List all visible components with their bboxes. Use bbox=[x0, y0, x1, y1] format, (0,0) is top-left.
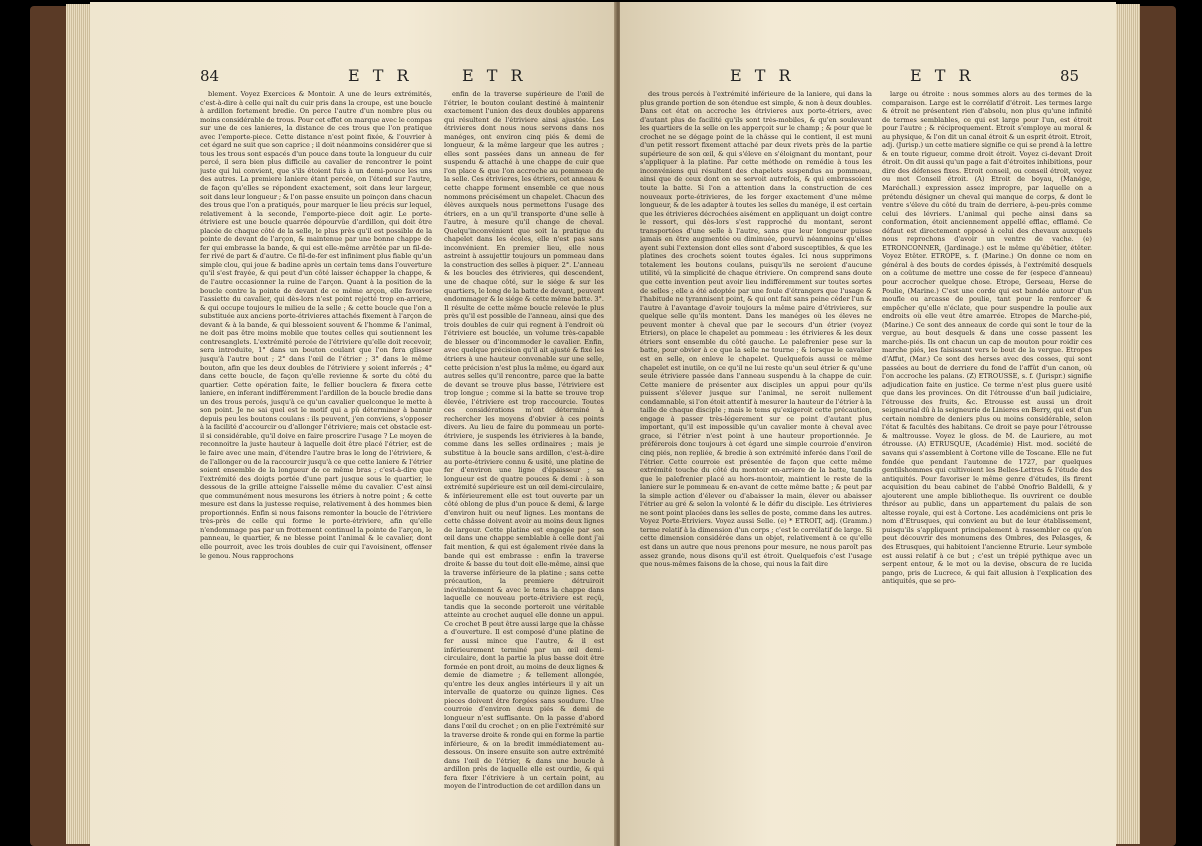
right-column-1 bbox=[640, 90, 872, 810]
open-book bbox=[30, 2, 1176, 846]
left-page bbox=[90, 2, 616, 846]
right-running-head-2: E T R bbox=[910, 66, 975, 85]
right-column-1-text: des trous percés à l'extrémité inférieure de la laniere, qui dans la plus grande portion de son étendue est simple, & non à deux doubles. Dans cet état on accroche les étrivieres aux porte-étriers, avec d'autant plus de facilité qu'ils sont très-mobiles, & qu'en soulevant les quartiers de la selle on les apperçoit sur le champ ; & pour que le crochet ne se dégage point de la châsse qui le contient, il est muni d'un petit ressort fixement attaché par deux rivets près de la partie supérieure de son œil, & qui s'éleve en s'éloignant du montant, pour s'appliquer à la platine. Par cette méthode on remédie à tous les inconvéniens qui résultent des chapelets suspendus au pommeau, ainsi que de ceux dont on se servoit autrefois, & qui embrassoient toute la batte. Si l'on a attention dans la construction de ces nouveaux porte-étrivieres, de les forger exactement d'une même longueur, & de les adapter à toutes les selles du manége, il est certain que les étrivieres décrochées aisément en appliquant un doigt contre le ressort, qui dès-lors s'est rapproché du montant, seront transportées d'une selle à l'autre, sans que leur longueur puisse jamais en être augmentée ou diminuée, pourvû néanmoins qu'elles ayent subi l'extension dont elles sont d'abord susceptibles, & que les platines des crochets soient toutes égales. Ici nous supprimons totalement les boutons coulans, puisqu'ils ne seroient d'aucune utilité, vû la simplicité de chaque étriviere. On comprend sans doute que cette invention peut avoir lieu indifféremment sur toutes sortes de selles ; elle a été adoptée par une foule d'étrangers que l'usage & l'habitude ne tyrannisent point, & qui ont fait sans peine céder l'un & l'autre à l'avantage d'avoir toujours la même paire d'étrivieres, sur quelque selle qu'ils montent. Dans les manéges où les éleves ne peuvent monter à cheval que par le secours d'un étrier (voyez Etriers), on place le chapelet au pommeau : les étrivieres & les deux étriers sont ensemble du côté gauche. Le palefrenier pese sur la batte, pour obvier à ce que la selle ne tourne ; & lorsque le cavalier est en selle, on enleve le chapelet. Quelquefois aussi ce même chapelet est inutile, on ce qu'il ne lui reste qu'un seul étrier & qu'une seule étriviere passée dans l'anneau suspendu à la chappe de cuir. Cette maniere de présenter aux disciples un appui pour qu'ils puissent s'élever jusque sur l'animal, ne seroit nullement condamnable, si l'on étoit attentif à mesurer la hauteur de l'étrier à la taille de chaque disciple ; mais le tems qu'exigeroit cette précaution, engage à passer très-légerement sur ce point d'autant plus important, qu'il est impossible qu'un cavalier monte à cheval avec grace, si l'étrier n'est point à une hauteur proportionnée. Je préférerois donc toujours à cet égard une simple courroie d'environ cinq piés, non repliée, & bredie à son extrémité inferée dans l'œil de l'étrier. Cette courroie est présentée de façon que cette même extrémité touche du côté du montoir en-arriere de la batte, tandis que le palefrenier placé au hors-montoir, maintient le reste de la laniere sur le pommeau & en-avant de cette même batte ; & peut par la simple action d'élever ou d'abaisser la main, élever ou abaisser l'étrier au gré & selon la volonté & le défir du disciple. Les étrivieres ne sont point placées dans les selles de poste, comme dans les autres. Voyez Porte-Etriviers. Voyez aussi Selle. (e) * ETROIT, adj. (Gramm.) terme relatif à la dimension d'un corps ; c'est le corrélatif de large. Si cette dimension considérée dans un objet, relativement à ce qu'elle est dans un autre que nous prenons pour mesure, ne nous paroît pas assez grande, nous disons qu'il est étroit. Quelquefois c'est l'usage que nous-mêmes faisons de la chose, qui nous la fait dire bbox=[640, 90, 872, 569]
left-column-2-text: enfin de la traverse supérieure de l'œil de l'étrier, le bouton coulant destiné à maintenir exactement l'union des deux doubles apparens qui résultent de l'étriviere ainsi ajustée. Les étrivieres dont nous nous servons dans nos manéges, ont environ cinq piés & demi de longueur, & la même largeur que les autres ; elles sont passées dans un anneau de fer suspendu & attaché à une chappe de cuir que l'on place & que l'on accroche au pommeau de la selle. Ces étrivieres, les étriers, cet anneau & cette chappe forment ensemble ce que nous nommons précisément un chapelet. Chacun des élèves auxquels nous permettons l'usage des étriers, en a un qu'il transporte d'une selle à l'autre, à mesure qu'il change de cheval. Quelqu'inconvénient que soit la pratique du chapelet dans les écoles, elle n'est pas sans inconvénient. En premier lieu, elle nous astreint à assujettir toujours un pommeau dans la construction des selles à piquer. 2°. L'anneau & les boucles des étrivieres, qui descendent, une de chaque côté, sur le siége & sur les quartiers, le long de la batte de devant, peuvent endommager & le siége & cette même batte. 3°. Il résulte de cette même boucle relevée le plus près qu'il est possible de l'anneau, ainsi que des trois doubles de cuir qui regnent à l'endroit où l'étriviere est bouclée, un volume très-capable de blesser ou d'incommoder le cavalier. Enfin, avec quelque précision qu'il ait ajusté & fixé les étriers à une hauteur convenable sur une selle, cette précision n'est plus la même, eu égard aux autres selles qu'il rencontre, parce que la batte de devant se trouve plus basse, l'étriviere est trop longue ; comme si la batte se trouve trop élevée, l'étriviere est trop raccourcie. Toutes ces considérations m'ont déterminé à rechercher les moyens d'obvier à ces points divers. Au lieu de faire du pommeau un porte-étriviere, je suspends les étrivieres à la bande, comme dans les selles ordinaires ; mais je substitue à la boucle sans ardillon, c'est-à-dire au porte-étriviere connu & usité, une platine de fer d'environ une ligne d'épaisseur ; sa longueur est de quatre pouces & demi : à son extrémité supérieure est un œil demi-circulaire, & inférieurement elle est tout ouverte par un côté oblong de plus d'un pouce & demi, & large d'environ huit ou neuf lignes. Les montans de cette châsse doivent avoir au moins deux lignes de largeur. Cette platine est engagée par son œil dans une chappe semblable à celle dont j'ai fait mention, & qui est également rivée dans la bande qui est embrasse : enfin la traverse droite & basse du tout doit elle-même, ainsi que la traverse inférieure de la platine ; sans cette précaution, la premiere détruiroit inévitablement & avec le tems la chappe dans laquelle ce nouveau porte-étriviere est reçû, tandis que la seconde porteroit une véritable atteinte au crochet auquel elle donne un appui. Ce crochet B peut être aussi large que la châsse a d'ouverture. Il est composé d'une platine de fer aussi mince que l'autre, & il est inférieurement terminé par un œil demi-circulaire, dont la partie la plus basse doit être formée en pont droit, au moins de deux lignes & demie de diametre ; & tellement allongée, qu'entre les deux angles intérieurs il y ait un intervalle de quatorze ou quinze lignes. Ces pieces doivent être forgées sans soudure. Une courroie d'environ deux piés & demi de longueur n'est suffisante. On la passe d'abord dans l'œil du crochet ; on en plie l'extrémité sur la traverse droite & ronde qui en forme la partie inférieure, & on la bredit immédiatement au-dessous. On insere ensuite son autre extrémité dans l'œil de l'étrier, & dans une boucle à ardillon près de laquelle elle est ourdie, & qui fera fixer l'étriviere à un certain point, au moyen de l'introduction de cet ardillon dans un bbox=[444, 90, 604, 791]
left-running-head-2: E T R bbox=[462, 66, 527, 85]
page-edges-right bbox=[1114, 4, 1140, 844]
left-page-number: 84 bbox=[200, 67, 220, 85]
right-column-2 bbox=[882, 90, 1092, 810]
left-column-1 bbox=[200, 90, 432, 810]
right-page bbox=[620, 2, 1116, 846]
right-running-head-1: E T R bbox=[730, 66, 795, 85]
left-column-2 bbox=[444, 90, 604, 810]
left-column-1-text: blement. Voyez Exercices & Montoir. A une de leurs extrémités, c'est-à-dire à celle qui naît du cuir pris dans la croupe, est une boucle à ardillon fortement bredie. On perce l'autre d'un nombre plus ou moins considérable de trous. Pour cet effet on marque avec le compas sur une de ces lanieres, la distance de ces trous que l'on pratique avec l'emporte-piece. Cette distance n'est point fixée, & l'ouvrier à cet égard ne suit que son caprice ; il doit néanmoins considérer que si tous les trous sont espacés d'un pouce dans toute la longueur du cuir percé, il sera bien plus difficile au cavalier de rencontrer le point juste qui lui convient, que s'ils étoient fuis à un demi-pouce les uns des autres. La premiere laniere étant percée, on l'étend sur l'autre, de façon qu'elles se répondent exactement, soit dans leur largeur, soit dans leur longueur ; & l'on passe ensuite un poinçon dans chacun des trous que l'on a pratiqués, pour marquer le lieu précis sur lequel, relativement à la seconde, l'emporte-piece doit agir. Le porte-étriviere est une boucle quarrée dépourvûe d'ardillon, qui doit être placée de chaque côté de la selle, le plus près qu'il est possible de la pointe de devant de l'arçon, & maintenue par une bonne chappe de fer qui embrasse la bande, & qui est elle-même arrêtée par un fil-de-fer rivé de part & d'autre. Ce fil-de-fer est infiniment plus fiable qu'un simple clou, qui joue & badine après un certain tems dans l'ouverture qu'il s'est frayée, & qui peut d'un côté laisser échapper la chappe, & de l'autre occasionner la ruine de l'arçon. Quant à la position de la boucle contre la pointe de devant de ce même arçon, elle favorise l'assiette du cavalier, qui dès-lors n'est point rejetté trop en-arriere, & qui occupe toujours le milieu de la selle ; & cette boucle que l'on a substituée aux anciens porte-étrivieres attachés fixement à l'arçon de devant & à la bande, & qui blessoient souvent & l'homme & l'animal, ne doit pas être moins mobile que toutes celles qui soutiennent les contresanglets. L'extrémité percée de l'étriviere qu'elle doit recevoir, sera introduite, 1° dans un bouton coulant que l'on fera glisser jusqu'à l'autre bout ; 2° dans l'œil de l'étrier ; 3° dans le même bouton, afin que les deux doubles de l'étriviere y soient inferrés ; 4° dans cette boucle, de façon qu'elle revienne & sorte du côté du quartier. Cette opération faite, le fellier bouclera & fixera cette laniere, en inferant indifféremment l'ardillon de la boucle bredie dans un des trous percés, jusqu'à ce qu'un cavalier quelconque le mette à son point. Je ne sai quel est le motif qui a pû déterminer à bannir depuis peu les boutons coulans : ils peuvent, j'en conviens, s'opposer à la facilité d'accourcir ou d'allonger l'étriviere; mais cet obstacle est-il si considérable, qu'il doive en faire proscrire l'usage ? Le moyen de reconnoitre la juste hauteur à laquelle doit être placé l'étrier, est de le faire avec une main, d'étendre l'autre bras le long de l'étriviere, & de l'allonger ou de la raccourcir jusqu'à ce que cette laniere & l'étrier soient ensemble de la longueur de ce même bras ; c'est-à-dire que l'extrémité des doigts portée d'une part jusque sous le quartier, le dessous de la grille atteigne l'aisselle même du cavalier. C'est ainsi que communément nous mesurons les étriers à notre point ; & cette mesure est dans la justesse requise, relativement à des hommes bien proportionnés. Enfin si nous faisons remonter la boucle de l'étriviere très-près de celle qui forme le porte-étriviere, afin qu'elle n'endommage pas par un frottement continuel la pointe de l'arçon, le panneau, le quartier, & ne blesse point l'animal & le cavalier, dont elle pourroit, avec les trois doubles de cuir qui l'avoisinent, offenser le genou. Nous rapprochons bbox=[200, 90, 432, 560]
left-running-head-1: E T R bbox=[348, 66, 413, 85]
right-page-number: 85 bbox=[1060, 67, 1080, 85]
right-column-2-text: large ou étroite : nous sommes alors au des termes de la comparaison. Large est le corrélatif d'étroit. Les termes large & étroit ne présentent rien d'absolu, non plus qu'une infinité de termes semblables, ce qui est large pour l'un, est étroit pour l'autre ; & réciproquement. Etroit s'employe au moral & au physique, & l'on dit un canal étroit & un esprit étroit. Etroit, adj. (Jurisp.) un cette matiere signifie ce qui se prend à la lettre & en toute rigueur, comme droit étroit. Voyez ci-devant Droit étroit. On dit aussi qu'un page a fait d'étroites inhibitions, pour dire des défenses fixes. Etroit conseil, ou conseil étroit, voyez ou mot Conseil étroit. (A) Etroit de boyau, (Manége, Maréchall.) expression assez impropre, par laquelle on a prétendu désigner un cheval qui manque de corps, & dont le ventre s'éleve du côté du train de derriere, à-peu-près comme celui des lévriers. L'animal qui peche ainsi dans sa conformation, étoit anciennement appellé efflac, efflamé. Ce défaut est directement opposé à celui des chevaux auxquels nous reprochons d'avoir un ventre de vache. (e) ETRONCONNER, (Jardinage.) est le même qu'ébêtier, étêter. Voyez Etêter. ETROPE, s. f. (Marine.) On donne ce nom en général à des bouts de cordes épissés, à l'extrémité desquels on a coûtume de mettre une cosse de fer (espece d'anneau) pour accrocher quelque chose. Etrope, Gerseau, Herse de Poulie, (Marine.) C'est une corde qui est bandée autour d'un moufle ou arcasse de poulie, tant pour la renforcer & empêcher qu'elle n'éclate, que pour suspendre la poulie aux endroits où elle veut être amarrée. Etropes de Marche-pié, (Marine.) Ce sont des anneaux de corde qui sont le tour de la vergue, au bout desquels & dans une cosse passent les marche-piés. Ils ont chacun un cap de mouton pour roidir ces marche piés, les faisissant vers le bout de la vergue. Etropes d'Affut, (Mar.) Ce sont des herses avec des cosses, qui sont passées au bout de derriere du fond de l'affût d'un canon, où l'on accroche les palans. (Z) ETROUSSE, s. f. (Jurispr.) signifie adjudication faite en justice. Ce terme n'est plus guere usité que dans les provinces. On dit l'étrousse d'un bail judiciaire, l'étrousse des fruits, &c. Etrousse est aussi un droit seigneurial dû à la seigneurie de Linieres en Berry, qui est d'un certain nombre de deniers plus ou moins considérable, selon l'état & facultés des habitans. Ce droit se paye pour l'étrousse & maltrousse. Voyez le gloss. de M. de Lauriere, au mot étrousse. (A) ETRUSQUE, (Académie) Hist. mod. société de savans qui s'assemblent à Cortone ville de Toscane. Elle ne fut fondée que pendant l'automne de 1727, par quelques gentilshommes qui cultivoient les Belles-Lettres & l'étude des antiquités. Pour favoriser le même genre d'études, ils firent acquisition du beau cabinet de l'abbé Onofrio Baldelli, & y ajouterent une ample bibliotheque. Ils ouvrirent ce double thrésor au public, dans un appartement du palais de son altesse royale, qui est à Cortone. Les académiciens ont pris le nom d'Etrusques, qui convient au but de leur établissement, puisqu'ils s'appliquent principalement à rassembler ce qu'on peut découvrir des monumens des Ombres, des Pelasges, & des Etrusques, qui habitoient l'ancienne Etrurie. Leur symbole est aussi relatif à ce but ; c'est un trépié pythique avec un serpent entour, & le mot ou la devise, obscura de re lucida pango, pris de Lucrece, & qui fait allusion à l'explication des antiquités, que se pro- bbox=[882, 90, 1092, 586]
page-edges-left bbox=[66, 4, 92, 844]
